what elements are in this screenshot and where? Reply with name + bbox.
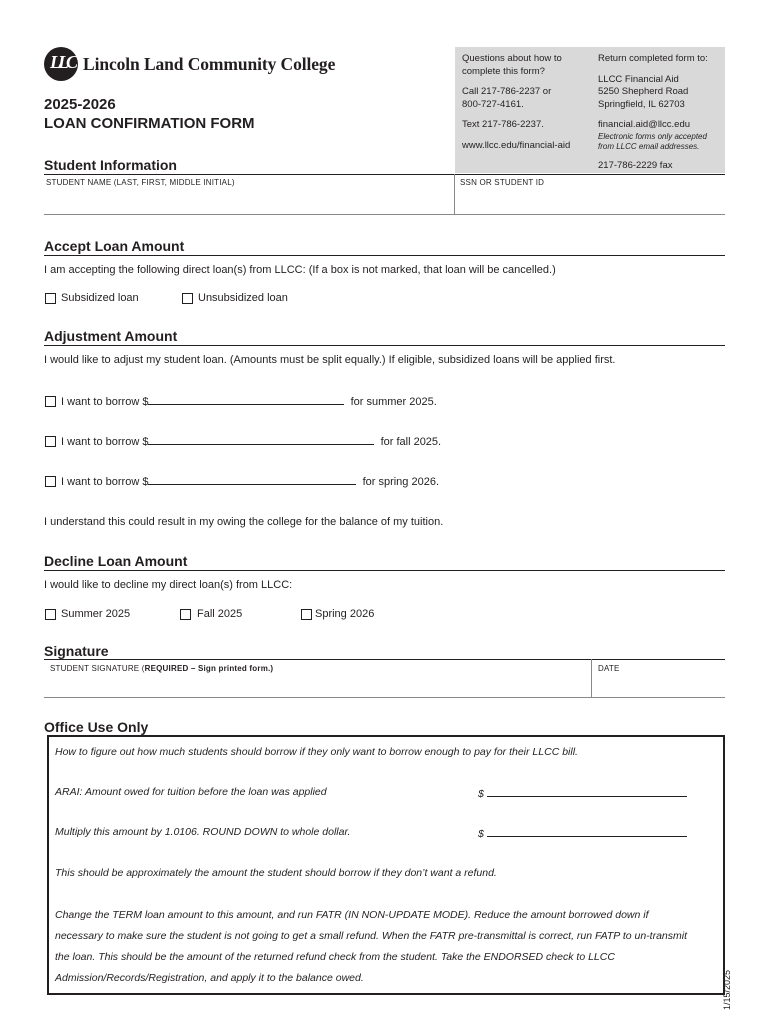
date-label: DATE <box>598 664 620 673</box>
unsubsidized-label: Unsubsidized loan <box>198 292 288 304</box>
text-number: Text 217-786-2237. <box>462 119 544 130</box>
student-id-label: SSN OR STUDENT ID <box>460 178 545 187</box>
student-info-heading: Student Information <box>44 157 177 173</box>
signature-field[interactable] <box>44 675 586 695</box>
college-logo <box>44 47 335 81</box>
summer-borrow-row: I want to borrow $ for summer 2025. <box>61 396 437 408</box>
decline-fall-label: Fall 2025 <box>197 608 243 620</box>
contact-info-box <box>455 47 725 173</box>
questions-column: Questions about how to complete this form? Call 217-786-2237 or 800-727-4161. Text 217-786-2237. www.llcc.edu/financial-aid <box>462 53 587 152</box>
divider <box>44 659 725 660</box>
return-column: Return completed form to: LLCC Financial Aid 5250 Shepherd Road Springfield, IL 62703 financial.aid@llcc.edu Electronic forms only accepted from LLCC email addresses. 217-786-2229 fax <box>598 53 723 172</box>
office-intro: How to figure out how much students should borrow if they only want to borrow enough to pay for their LLCC bill. <box>55 746 578 758</box>
arai-label: ARAI: Amount owed for tuition before the loan was applied <box>55 786 327 798</box>
fall-borrow-checkbox[interactable] <box>45 436 56 447</box>
spring-borrow-row: I want to borrow $ for spring 2026. <box>61 476 439 488</box>
divider <box>44 570 725 571</box>
phone-number: Call 217-786-2237 or <box>462 86 552 97</box>
decline-spring-checkbox[interactable] <box>301 609 312 620</box>
multiply-amount-row: $ <box>478 826 687 840</box>
revision-date: 1/15/2025 <box>722 969 732 1010</box>
adjust-instruction: I would like to adjust my student loan. (Amounts must be split equally.) If eligible, subsidized loans will be applied first. <box>44 354 616 366</box>
college-logo-mark: LLC <box>44 47 78 81</box>
office-instructions: Change the TERM loan amount to this amount, and run FATR (IN NON-UPDATE MODE). Reduce the amount borrowed down if necessary to make sure the student is not going to get a small refund. When the FATR pre-transmittal is correct, run FATP to un-transmit the loan. This should be the amount of the returned refund check from the student. Take the ENDORSED check to LLCC Admission/Records/Registration, and apply it to the balance owed. <box>55 909 688 984</box>
multiply-label: Multiply this amount by 1.0106. ROUND DOWN to whole dollar. <box>55 826 351 838</box>
summer-amount-field[interactable] <box>148 394 344 405</box>
signature-label: STUDENT SIGNATURE (REQUIRED – Sign printed form.) <box>50 664 274 673</box>
student-name-field[interactable] <box>44 190 449 212</box>
subsidized-checkbox[interactable] <box>45 293 56 304</box>
decline-instruction: I would like to decline my direct loan(s) from LLCC: <box>44 579 293 591</box>
arai-amount-field[interactable] <box>487 786 687 797</box>
decline-summer-checkbox[interactable] <box>45 609 56 620</box>
signature-heading: Signature <box>44 643 109 659</box>
divider <box>44 697 725 698</box>
understand-statement: I understand this could result in my owing the college for the balance of my tuition. <box>44 516 444 528</box>
student-name-label: STUDENT NAME (LAST, FIRST, MIDDLE INITIAL) <box>46 178 235 187</box>
divider <box>44 214 725 215</box>
accept-heading: Accept Loan Amount <box>44 238 185 254</box>
spring-amount-field[interactable] <box>148 474 356 485</box>
approx-note: This should be approximately the amount the student should borrow if they don’t want a refund. <box>55 867 497 879</box>
divider <box>44 174 725 175</box>
divider <box>454 174 455 214</box>
summer-borrow-checkbox[interactable] <box>45 396 56 407</box>
date-field[interactable] <box>595 675 723 695</box>
email-address: financial.aid@llcc.edu <box>598 119 691 130</box>
multiply-amount-field[interactable] <box>487 826 687 837</box>
decline-heading: Decline Loan Amount <box>44 553 188 569</box>
college-name: Lincoln Land Community College <box>83 53 336 74</box>
divider <box>44 255 725 256</box>
unsubsidized-checkbox[interactable] <box>182 293 193 304</box>
decline-spring-label: Spring 2026 <box>315 608 375 620</box>
fall-borrow-row: I want to borrow $ for fall 2025. <box>61 436 442 448</box>
accept-instruction: I am accepting the following direct loan(s) from LLCC: (If a box is not marked, that loan will be cancelled.) <box>44 264 556 276</box>
website-link: www.llcc.edu/financial-aid <box>462 139 571 151</box>
fall-amount-field[interactable] <box>148 434 374 445</box>
decline-summer-label: Summer 2025 <box>61 608 131 620</box>
fax-number: 217-786-2229 fax <box>598 159 673 171</box>
divider <box>591 659 592 697</box>
decline-fall-checkbox[interactable] <box>180 609 191 620</box>
adjust-heading: Adjustment Amount <box>44 328 178 344</box>
form-title: LOAN CONFIRMATION FORM <box>44 115 255 132</box>
office-heading: Office Use Only <box>44 719 149 735</box>
arai-amount-row: $ <box>478 786 687 800</box>
spring-borrow-checkbox[interactable] <box>45 476 56 487</box>
form-year: 2025-2026 <box>44 96 116 113</box>
divider <box>44 345 725 346</box>
student-id-field[interactable] <box>458 190 723 212</box>
subsidized-label: Subsidized loan <box>61 292 139 304</box>
